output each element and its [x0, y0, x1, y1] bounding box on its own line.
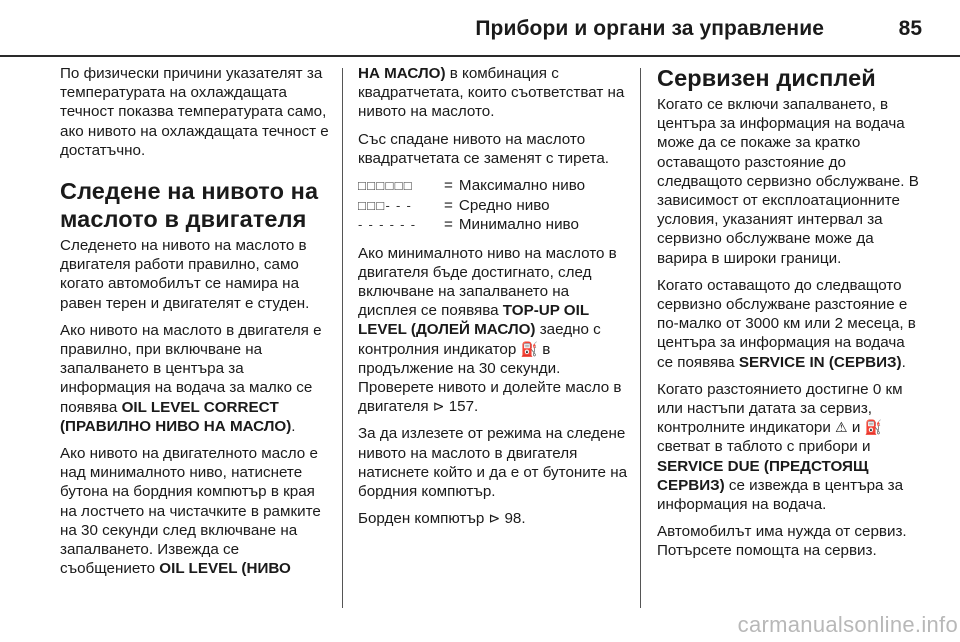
paragraph-service-due	[657, 380, 921, 514]
paragraph-coolant: По физически причини указателят за температурата на охлаждащата течност показва температурата само, ако нивото на охлаждащата течност е достатъчно.	[60, 65, 329, 159]
paragraph-board-computer-ref	[358, 509, 628, 528]
paragraph-oil-above-min	[60, 444, 332, 578]
level-row	[358, 196, 628, 216]
equals-sign: =	[444, 177, 453, 195]
message-service-due: SERVICE DUE (ПРЕДСТОЯЩ СЕРВИЗ)	[657, 457, 869, 494]
paragraph-top-up	[358, 244, 628, 417]
paragraph-oil-intro: Следенето на нивото на маслото в двигателя работи правилно, само когато автомобилът се намира на равен терен и двигателят е студен.	[60, 237, 310, 312]
text: Ако минималното ниво на маслото в двигателя бъде достигнато, след включване на запалването на дисплея се появява	[358, 244, 617, 320]
equals-sign: =	[444, 196, 453, 214]
text: се извежда в центъра за информация на водача.	[657, 476, 904, 514]
level-symbol: □□□□□□	[358, 178, 413, 194]
text: Ако нивото на двигателното масло е над минималното ниво, натиснете бутона на бордния компютър в края на лостчето на чистачките в рамките на 30 секунди след включване на запалването. Извежда се съобщението	[60, 445, 321, 578]
message-oil-level: OIL LEVEL (НИВО	[159, 560, 291, 578]
column-1	[60, 64, 332, 586]
text: в продължение на 30 секунди. Проверете нивото и долейте масло в двигателя	[358, 340, 622, 416]
text: Когато разстоянието достигне 0 км или настъпи датата за сервиз, контролните индикатори	[657, 380, 903, 437]
level-symbol: □□□- - -	[358, 197, 413, 213]
message-oil-level-correct: OIL LEVEL CORRECT (ПРАВИЛНО НИВО НА МАСЛО)	[60, 398, 292, 435]
heading-oil-level: Следене на нивото на маслото в двигателя	[60, 178, 319, 233]
paragraph-service-in	[657, 276, 921, 372]
level-label: Максимално ниво	[458, 177, 586, 195]
page-number: 85	[898, 17, 922, 40]
message-top-up-oil: TOP-UP OIL LEVEL (ДОЛЕЙ МАСЛО)	[358, 302, 589, 339]
text: в комбинация с квадратчетата, които съответстват на нивото на маслото.	[358, 65, 625, 121]
text: Борден компютър	[358, 510, 489, 528]
oil-can-icon: ⛽	[520, 340, 538, 357]
oil-level-legend	[358, 176, 628, 235]
column-2	[358, 64, 628, 536]
text: Когато оставащото до следващото сервизно обслужване разстояние е по-малко от 3000 км или 2 месеца, в центъра за информация на водача се появява	[657, 276, 916, 371]
paragraph-dashes: Със спадане нивото на маслото квадратчетата се заменят с тирета.	[358, 130, 610, 167]
paragraph-needs-service: Автомобилът има нужда от сервиз. Потърсете помощта на сервиз.	[657, 523, 907, 560]
message-oil-level-cont: НА МАСЛО)	[358, 65, 446, 82]
message-service-in: SERVICE IN (СЕРВИЗ)	[738, 353, 902, 371]
text: светват в таблото с прибори и	[657, 438, 871, 456]
wrench-icon: ⚠	[835, 419, 848, 436]
text: .	[291, 417, 296, 435]
text: заедно с контролния индикатор	[358, 321, 601, 358]
header-rule	[0, 55, 960, 57]
page-ref-arrow-icon: ⊳	[488, 510, 501, 527]
level-label: Средно ниво	[458, 196, 550, 214]
page-reference: 98.	[500, 510, 526, 528]
paragraph-exit-mode: За да излезете от режима на следене нивото на маслото в двигателя натиснете който и да е от бутоните на бордния компютър.	[358, 425, 628, 500]
heading-service-display: Сервизен дисплей	[657, 65, 876, 91]
oil-can-icon: ⛽	[864, 419, 882, 436]
text: .	[901, 353, 906, 371]
level-row	[358, 176, 628, 196]
equals-sign: =	[444, 216, 453, 234]
page-ref-arrow-icon: ⊳	[432, 398, 445, 415]
column-divider-2	[640, 68, 641, 608]
paragraph-oil-correct	[60, 321, 332, 436]
watermark-logo: carmanualsonline.info	[737, 612, 958, 637]
page-header-title: Прибори и органи за управление	[475, 17, 824, 40]
level-symbol: - - - - - -	[358, 217, 417, 233]
level-label: Минимално ниво	[458, 216, 579, 234]
text: Ако нивото на маслото в двигателя е правилно, при включване на запалването в центъра за информация на водача за малко се появява	[60, 321, 322, 416]
column-divider-1	[342, 68, 343, 608]
paragraph-oil-squares	[358, 64, 628, 122]
paragraph-service-intro: Когато се включи запалването, в центъра за информация на водача може да се покаже за кратко оставащото разстояние до следващото сервизно обслужване. В зависимост от експлоатационните условия, указаният интервал за сервизно обслужване може да варира в широки граници.	[657, 96, 919, 267]
page-reference: 157.	[444, 398, 479, 416]
column-3	[657, 64, 921, 569]
text: и	[847, 419, 865, 437]
level-row	[358, 215, 628, 235]
